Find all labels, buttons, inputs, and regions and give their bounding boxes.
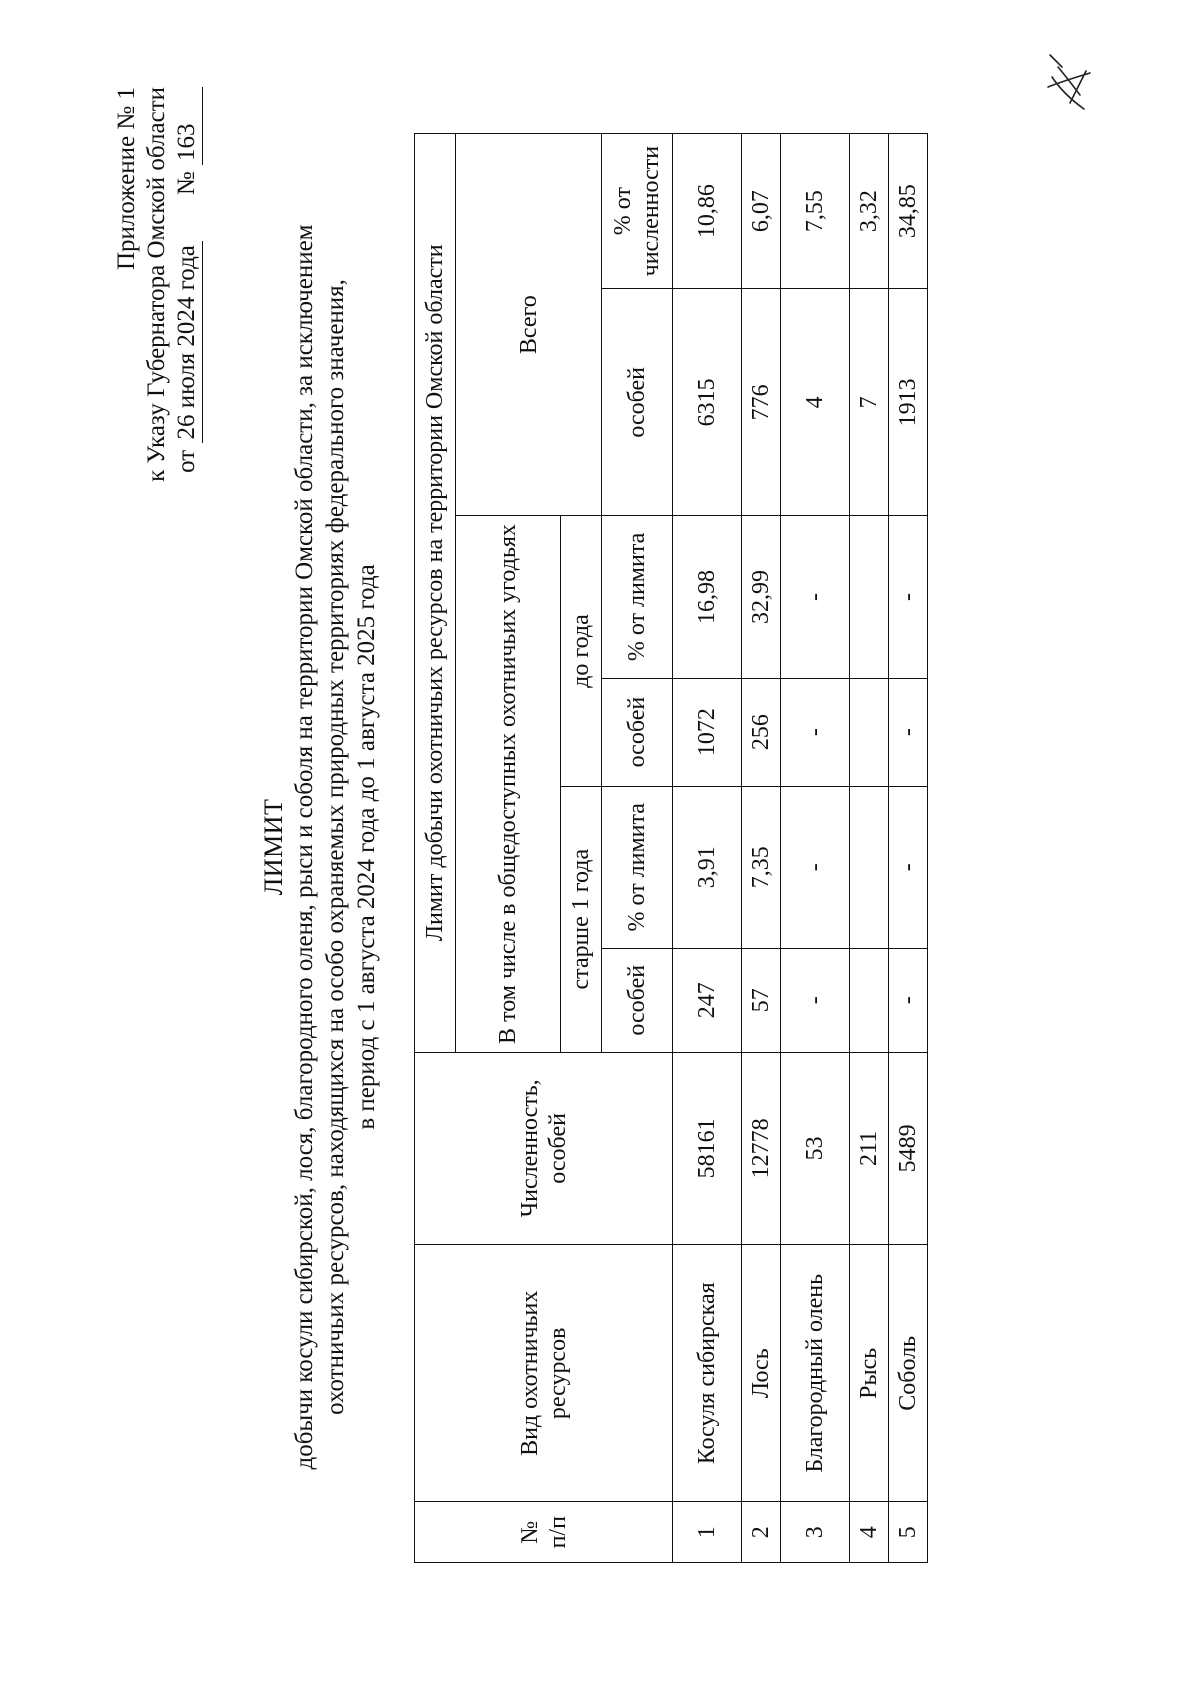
row-total-pct: 3,32 — [850, 134, 889, 289]
row-older-count — [850, 948, 889, 1052]
annex-date: 26 июля 2024 года — [172, 241, 203, 443]
table-row — [781, 134, 850, 1563]
row-total-pct: 10,86 — [673, 134, 742, 289]
row-no: 1 — [673, 1502, 742, 1563]
row-younger-pct: - — [781, 516, 850, 678]
header-older-count: особей — [602, 948, 673, 1052]
row-younger-count: - — [781, 678, 850, 786]
header-no: № п/п — [415, 1502, 673, 1563]
table-row — [742, 134, 781, 1563]
title-line-3: в период с 1 августа 2024 года до 1 августа 2025 года — [353, 564, 380, 1130]
annex-block — [112, 87, 203, 527]
document-title — [258, 117, 382, 1577]
row-younger-pct: 32,99 — [742, 516, 781, 678]
row-species: Лось — [742, 1245, 781, 1502]
annex-number: 163 — [172, 87, 203, 165]
limit-table — [414, 133, 928, 1563]
row-species: Благородный олень — [781, 1245, 850, 1502]
row-no: 4 — [850, 1502, 889, 1563]
row-total-pct: 34,85 — [889, 134, 928, 289]
row-population: 5489 — [889, 1052, 928, 1244]
row-total-pct: 7,55 — [781, 134, 850, 289]
title-heading: ЛИМИТ — [259, 798, 288, 896]
row-total-count: 4 — [781, 289, 850, 516]
row-species: Косуля сибирская — [673, 1245, 742, 1502]
row-total-count: 1913 — [889, 289, 928, 516]
annex-reference: к Указу Губернатора Омской области — [143, 87, 170, 482]
row-older-count: - — [889, 948, 928, 1052]
row-total-count: 6315 — [673, 289, 742, 516]
header-older: старше 1 года — [561, 786, 602, 1052]
row-older-pct: - — [889, 786, 928, 948]
row-older-pct: 7,35 — [742, 786, 781, 948]
header-limit-group: Лимит добычи охотничьих ресурсов на территории Омской области — [415, 134, 456, 1053]
annex-title: Приложение № 1 — [113, 87, 140, 271]
header-younger-count: особей — [602, 678, 673, 786]
row-no: 3 — [781, 1502, 850, 1563]
table-row — [889, 134, 928, 1563]
row-older-pct — [850, 786, 889, 948]
table-row — [673, 134, 742, 1563]
title-line-2: охотничьих ресурсов, находящихся на особо охраняемых природных территориях федерального значения, — [322, 279, 349, 1415]
row-total-count: 7 — [850, 289, 889, 516]
row-older-count: 247 — [673, 948, 742, 1052]
header-older-pct: % от лимита — [602, 786, 673, 948]
header-public-lands: В том числе в общедоступных охотничьих угодьях — [456, 516, 561, 1052]
row-species: Рысь — [850, 1245, 889, 1502]
row-older-count: 57 — [742, 948, 781, 1052]
header-species: Вид охотничьих ресурсов — [415, 1245, 673, 1502]
row-population: 53 — [781, 1052, 850, 1244]
row-no: 2 — [742, 1502, 781, 1563]
row-older-pct: - — [781, 786, 850, 948]
row-younger-pct: 16,98 — [673, 516, 742, 678]
title-line-1: добычи косули сибирской, лося, благородного оленя, рыси и соболя на территории Омской области, за исключением — [291, 224, 318, 1470]
header-total-pct: % от численности — [602, 134, 673, 289]
annex-from-prefix: от — [173, 449, 200, 473]
header-population: Численность, особей — [415, 1052, 673, 1244]
row-older-count: - — [781, 948, 850, 1052]
row-younger-count: 1072 — [673, 678, 742, 786]
row-species: Соболь — [889, 1245, 928, 1502]
annex-number-prefix: № — [173, 171, 200, 196]
row-total-count: 776 — [742, 289, 781, 516]
row-population: 58161 — [673, 1052, 742, 1244]
row-younger-count: - — [889, 678, 928, 786]
header-total-count: особей — [602, 289, 673, 516]
row-younger-count: 256 — [742, 678, 781, 786]
header-total: Всего — [456, 134, 602, 516]
row-population: 211 — [850, 1052, 889, 1244]
table-row — [850, 134, 889, 1563]
annex-date-line — [172, 87, 203, 527]
row-population: 12778 — [742, 1052, 781, 1244]
header-younger: до года — [561, 516, 602, 786]
row-younger-count — [850, 678, 889, 786]
row-total-pct: 6,07 — [742, 134, 781, 289]
row-no: 5 — [889, 1502, 928, 1563]
row-younger-pct — [850, 516, 889, 678]
row-younger-pct: - — [889, 516, 928, 678]
header-younger-pct: % от лимита — [602, 516, 673, 678]
signature-mark — [1040, 47, 1100, 117]
row-older-pct: 3,91 — [673, 786, 742, 948]
